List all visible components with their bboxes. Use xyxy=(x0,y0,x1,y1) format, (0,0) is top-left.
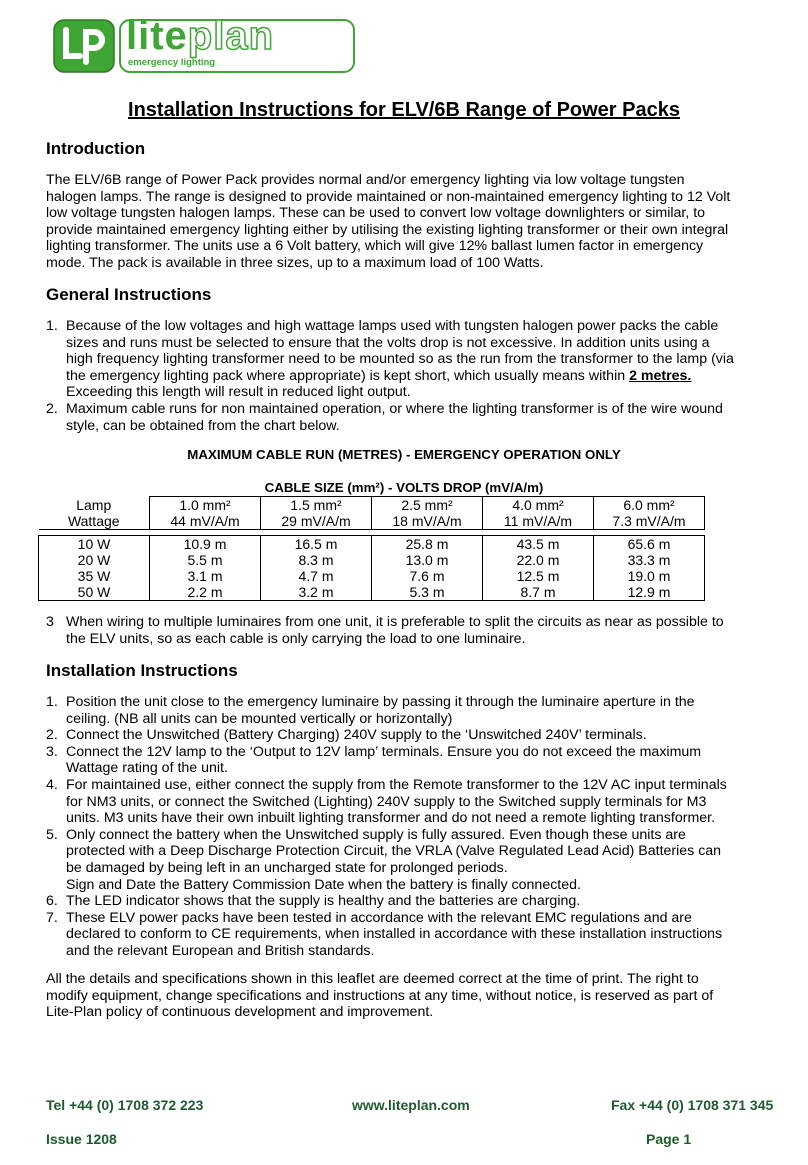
disclaimer-line: All the details and specifications shown in this leaflet are deemed correct at the time of print. The right to xyxy=(46,971,699,987)
list-item xyxy=(46,827,766,893)
list-item xyxy=(46,910,766,960)
item-line: ceiling. (NB all units can be mounted vertically or horizontally) xyxy=(66,710,453,727)
item-number: 3. xyxy=(46,743,58,760)
cell-value: 5.5 m xyxy=(150,552,261,568)
cell-value: 3.2 m xyxy=(261,584,372,601)
column-drop: 11 mV/A/m xyxy=(483,513,594,530)
column-size: 1.5 mm² xyxy=(261,497,372,514)
list-item xyxy=(46,777,766,827)
install-heading: Installation Instructions xyxy=(46,661,238,680)
cell-value: 19.0 m xyxy=(594,568,705,584)
logo-word-lite: lite xyxy=(126,14,188,58)
item-line: the ELV units, so as each cable is only carrying the load to one luminaire. xyxy=(66,630,526,647)
footer-issue: Issue 1208 xyxy=(46,1131,117,1147)
cell-value: 2.2 m xyxy=(150,584,261,601)
intro-line: low voltage tungsten halogen lamps. These can be used to convert low voltage downlighters or similar, to xyxy=(46,205,706,222)
list-item xyxy=(46,318,766,401)
item-line: For maintained use, either connect the supply from the Remote transformer to the 12V AC input terminals xyxy=(66,776,727,793)
table-subtitle: CABLE SIZE (mm²) - VOLTS DROP (mV/A/m) xyxy=(264,480,544,495)
list-item xyxy=(46,744,766,777)
column-drop: 44 mV/A/m xyxy=(150,513,261,530)
intro-line: halogen lamps. The range is designed to provide maintained or non-maintained emergency lighting to 12 Volt xyxy=(46,188,731,205)
cell-value: 13.0 m xyxy=(372,552,483,568)
item-line: Sign and Date the Battery Commission Date when the battery is finally connected. xyxy=(66,876,581,893)
cell-value: 22.0 m xyxy=(483,552,594,568)
item-line: sizes and runs must be selected to ensure that the volts drop is not excessive. In addition units using a xyxy=(66,334,710,351)
cell-value: 65.6 m xyxy=(594,536,705,553)
footer-page-number: Page 1 xyxy=(646,1131,692,1147)
item-number: 6. xyxy=(46,893,58,910)
item-line: These ELV power packs have been tested in accordance with the relevant EMC regulations and are xyxy=(66,909,692,926)
general-heading: General Instructions xyxy=(46,285,212,304)
intro-line: provide maintained emergency lighting either by utilising the existing lighting transformer or their own integral xyxy=(46,221,729,238)
item-line: Only connect the battery when the Unswitched supply is fully assured. Even though these units are xyxy=(66,826,686,843)
item-number: 2. xyxy=(46,400,58,417)
logo-word-plan: plan xyxy=(187,14,275,58)
item-number: 7. xyxy=(46,909,58,926)
general-list xyxy=(46,318,766,434)
item-number: 4. xyxy=(46,776,58,793)
table-row xyxy=(39,584,705,601)
item-line: Exceeding this length will result in reduced light output. xyxy=(66,384,411,401)
footer-tel: Tel +44 (0) 1708 372 223 xyxy=(46,1097,204,1113)
item-line: Connect the 12V lamp to the ‘Output to 12V lamp’ terminals. Ensure you do not exceed the maximum xyxy=(66,743,702,760)
table-header-row xyxy=(39,513,705,530)
cell-value: 16.5 m xyxy=(261,536,372,553)
footer-fax: Fax +44 (0) 1708 371 345 xyxy=(611,1097,774,1113)
item-line: When wiring to multiple luminaires from one unit, it is preferable to split the circuits as near as possible to xyxy=(66,614,724,630)
item-line xyxy=(66,368,766,385)
list-item xyxy=(46,694,766,727)
intro-line: lighting transformer. The units use a 6 Volt battery, which will give 12% ballast lumen factor in emergency xyxy=(46,238,704,255)
cell-value: 10.9 m xyxy=(150,536,261,553)
intro-paragraph xyxy=(46,172,766,272)
item-line: style, can be obtained from the chart below. xyxy=(66,417,340,434)
wattage-header: Wattage xyxy=(67,513,120,529)
intro-heading: Introduction xyxy=(46,139,146,158)
column-size: 6.0 mm² xyxy=(594,497,705,514)
disclaimer-line: Lite-Plan policy of continuous development and improvement. xyxy=(46,1004,434,1021)
list-item xyxy=(46,401,766,434)
item-line: declared to conform to CE requirements, when installed in accordance with these installation instructions xyxy=(66,926,723,943)
item-line: Maximum cable runs for non maintained operation, or where the lighting transformer is of the wire wound xyxy=(66,400,723,417)
table-row xyxy=(39,568,705,584)
item-line: Connect the Unswitched (Battery Charging) 240V supply to the ‘Unswitched 240V’ terminals. xyxy=(66,727,647,744)
footer-website-link[interactable]: www.liteplan.com xyxy=(352,1097,470,1113)
column-size: 1.0 mm² xyxy=(150,497,261,514)
table-title: MAXIMUM CABLE RUN (METRES) - EMERGENCY OPERATION ONLY xyxy=(187,447,621,462)
cell-value: 25.8 m xyxy=(372,536,483,553)
item-line: units. M3 units have their own inbuilt lighting transformer and do not need a remote lighting transformer. xyxy=(66,810,716,827)
cable-run-table xyxy=(38,496,705,601)
item-number: 1. xyxy=(46,318,58,334)
logo-wordmark xyxy=(126,14,274,58)
disclaimer xyxy=(46,971,766,1021)
list-item xyxy=(46,614,766,647)
cell-value: 5.3 m xyxy=(372,584,483,601)
row-lamp: 50 W xyxy=(39,584,150,601)
row-lamp: 20 W xyxy=(39,552,150,568)
row-lamp: 10 W xyxy=(39,536,150,553)
column-drop: 18 mV/A/m xyxy=(372,513,483,530)
cell-value: 4.7 m xyxy=(261,568,372,584)
column-size: 4.0 mm² xyxy=(483,497,594,514)
item-line: high frequency lighting transformer need to be mounted so as the run from the transformer to the lamp (via xyxy=(66,351,734,368)
liteplan-logo xyxy=(52,14,356,74)
list-item xyxy=(46,727,766,744)
item-number: 5. xyxy=(46,826,58,843)
install-list xyxy=(46,694,766,960)
lamp-header: Lamp xyxy=(76,496,112,513)
item-line: The LED indicator shows that the supply is healthy and the batteries are charging. xyxy=(66,893,581,910)
item-line: Because of the low voltages and high wattage lamps used with tungsten halogen power packs the cable xyxy=(66,318,719,334)
intro-line: The ELV/6B range of Power Pack provides normal and/or emergency lighting via low voltage tungsten xyxy=(46,172,685,188)
disclaimer-line: modify equipment, change specifications and instructions at any time, without notice, is reserved as part of xyxy=(46,987,714,1004)
item-line: for NM3 units, or connect the Switched (Lighting) 240V supply to the Switched supply terminals for M3 xyxy=(66,793,707,810)
intro-line: mode. The pack is available in three sizes, up to a maximum load of 100 Watts. xyxy=(46,254,544,271)
column-drop: 7.3 mV/A/m xyxy=(594,513,705,530)
logo-tagline: emergency lighting xyxy=(128,57,216,68)
list-item xyxy=(46,893,766,910)
table-row xyxy=(39,552,705,568)
cell-value: 8.7 m xyxy=(483,584,594,601)
emphasis-distance: 2 metres. xyxy=(629,367,692,384)
column-size: 2.5 mm² xyxy=(372,497,483,514)
cell-value: 8.3 m xyxy=(261,552,372,568)
cell-value: 12.9 m xyxy=(594,584,705,601)
page-title: Installation Instructions for ELV/6B Range of Power Packs xyxy=(128,99,680,121)
cell-value: 3.1 m xyxy=(150,568,261,584)
item-line: protected with a Deep Discharge Protection Circuit, the VRLA (Valve Regulated Lead Acid) Batteries can xyxy=(66,843,722,860)
cell-value: 33.3 m xyxy=(594,552,705,568)
cell-value: 7.6 m xyxy=(372,568,483,584)
item-line: Position the unit close to the emergency luminaire by passing it through the luminaire aperture in the xyxy=(66,694,695,710)
cell-value: 43.5 m xyxy=(483,536,594,553)
row-lamp: 35 W xyxy=(39,568,150,584)
item-line: and the relevant European and British standards. xyxy=(66,942,375,959)
item-number: 1. xyxy=(46,694,58,710)
item-number: 3 xyxy=(46,614,54,630)
item-line-text: the emergency lighting pack where appropriate) is kept short, which usually means within xyxy=(66,367,630,384)
column-drop: 29 mV/A/m xyxy=(261,513,372,530)
item-number: 2. xyxy=(46,727,58,744)
table-header-row xyxy=(39,497,705,514)
table-row xyxy=(39,536,705,553)
note-3 xyxy=(46,614,766,647)
item-line: Wattage rating of the unit. xyxy=(66,760,228,777)
cell-value: 12.5 m xyxy=(483,568,594,584)
item-line: be damaged by being left in an uncharged state for prolonged periods. xyxy=(66,859,508,876)
